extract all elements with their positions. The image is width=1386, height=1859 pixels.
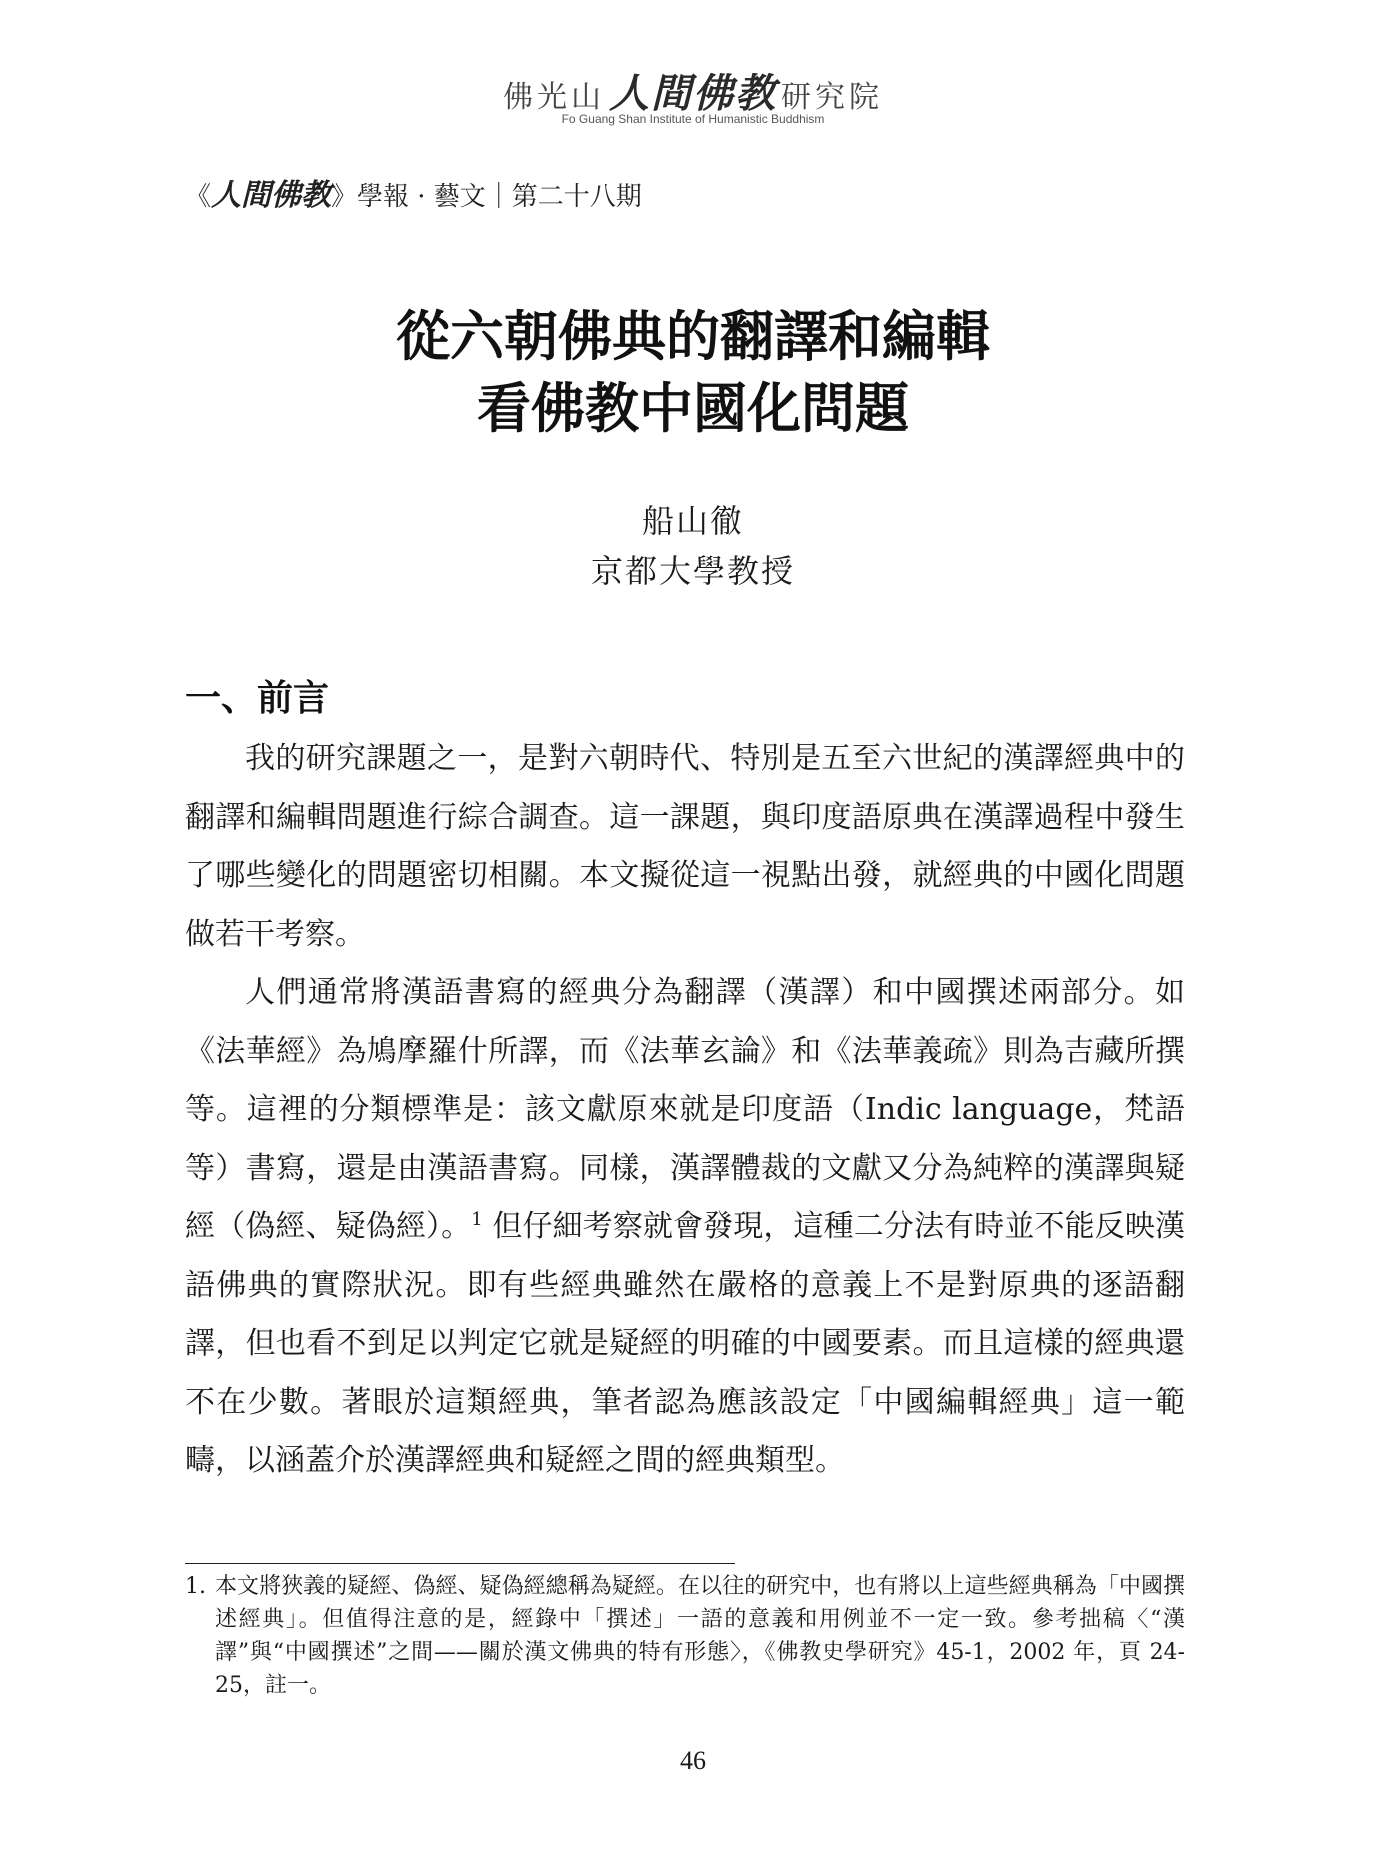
article-title <box>0 300 1386 444</box>
section-heading: 一、前言 <box>185 677 330 719</box>
paragraph-2-part-1: 人們通常將漢語書寫的經典分為翻譯（漢譯）和中國撰述兩部分。如《法華經》為鳩摩羅什所譯，而《法華玄論》和《法華義疏》則為吉藏所撰等。這裡的分類標準是：該文獻原來就是印度語（Indic language，梵語等）書寫，還是由漢語書寫。同樣，漢譯體裁的文獻又分為純粹的漢譯與疑經（偽經、疑偽經）。 <box>185 975 1185 1244</box>
institute-suffix: 研究院 <box>781 80 883 115</box>
institute-prefix: 佛光山 <box>503 80 605 115</box>
author-name: 船山徹 <box>641 502 744 540</box>
author-block <box>0 496 1386 596</box>
journal-issue-info: 》學報 · 藝文｜第二十八期 <box>331 182 642 212</box>
footnote-number: 1. <box>185 1574 206 1599</box>
paragraph-1: 我的研究課題之一，是對六朝時代、特別是五至六世紀的漢譯經典中的翻譯和編輯問題進行綜合調查。這一課題，與印度語原典在漢譯過程中發生了哪些變化的問題密切相關。本文擬從這一視點出發，就經典的中國化問題做若干考察。 <box>185 741 1185 952</box>
page-number: 46 <box>680 1746 706 1775</box>
article-title-line-2: 看佛教中國化問題 <box>477 376 909 440</box>
journal-brand-logo: 人間佛教 <box>211 178 332 213</box>
footnote-reference[interactable]: 1 <box>471 1209 483 1230</box>
paragraph-2 <box>185 964 1185 1491</box>
article-body <box>185 730 1185 1491</box>
institute-header <box>0 62 1386 119</box>
article-title-line-1: 從六朝佛典的翻譯和編輯 <box>396 304 990 368</box>
institute-brand-logo: 人間佛教 <box>609 71 777 117</box>
footnote-divider <box>185 1563 735 1564</box>
journal-running-head <box>185 170 642 214</box>
paragraph-2-part-2: 但仔細考察就會發現，這種二分法有時並不能反映漢語佛典的實際狀況。即有些經典雖然在嚴格的意義上不是對原典的逐語翻譯，但也看不到足以判定它就是疑經的明確的中國要素。而且這樣的經典還不在少數。著眼於這類經典，筆者認為應該設定「中國編輯經典」這一範疇，以涵蓋介於漢譯經典和疑經之間的經典類型。 <box>185 1209 1185 1478</box>
institute-english-name: Fo Guang Shan Institute of Humanistic Buddhism <box>561 112 825 126</box>
journal-open-bracket: 《 <box>185 182 212 212</box>
footnote <box>185 1570 1185 1702</box>
footnote-text: 本文將狹義的疑經、偽經、疑偽經總稱為疑經。在以往的研究中，也有將以上這些經典稱為「中國撰述經典」。但值得注意的是，經錄中「撰述」一語的意義和用例並不一定一致。參考拙稿〈“漢譯”與“中國撰述”之間——關於漢文佛典的特有形態〉，《佛教史學研究》45-1，2002 年，頁 24-25，註一。 <box>215 1574 1185 1698</box>
author-affiliation: 京都大學教授 <box>590 552 795 590</box>
